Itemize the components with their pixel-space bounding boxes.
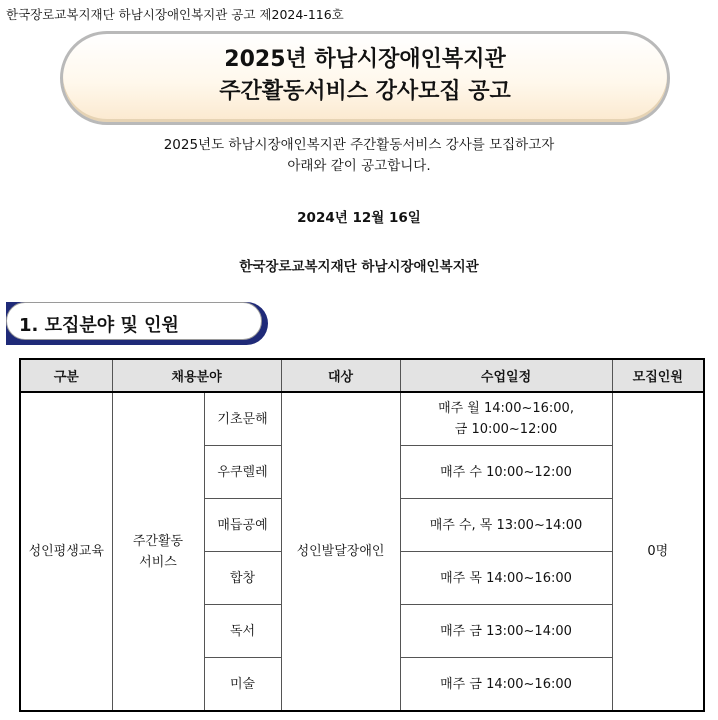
header-category: 구분 [20,359,112,392]
schedule-line-2: 금 10:00~12:00 [454,422,558,437]
title-line-1: 2025년 하남시장애인복지관 [224,47,506,72]
section-heading-box [6,302,262,340]
section-heading-label: 1. 모집분야 및 인원 [19,315,179,336]
header-target: 대상 [281,359,400,392]
section-heading [6,302,268,345]
recruitment-table [19,358,705,712]
subject-cell: 미술 [204,658,281,712]
schedule-line-1: 매주 월 14:00~16:00, [438,401,574,416]
table-row [20,392,704,446]
field-cell [112,392,204,711]
intro-line-2: 아래와 같이 공고합니다. [287,158,431,174]
count-cell: 0명 [612,392,704,711]
header-count: 모집인원 [612,359,704,392]
schedule-cell: 매주 수, 목 13:00~14:00 [400,499,612,552]
title-banner [60,31,670,125]
announcement-date: 2024년 12월 16일 [297,210,421,226]
schedule-cell: 매주 금 13:00~14:00 [400,605,612,658]
subject-cell: 기초문해 [204,392,281,446]
intro-text [0,135,718,177]
schedule-cell: 매주 금 14:00~16:00 [400,658,612,712]
header-field: 채용분야 [112,359,281,392]
target-cell: 성인발달장애인 [281,392,400,711]
header-schedule: 수업일정 [400,359,612,392]
schedule-cell: 매주 수 10:00~12:00 [400,446,612,499]
organization-name: 한국장로교복지재단 하남시장애인복지관 [239,259,479,275]
schedule-cell [400,392,612,446]
table-header-row [20,359,704,392]
title-line-2: 주간활동서비스 강사모집 공고 [219,79,511,104]
subject-cell: 합창 [204,552,281,605]
intro-line-1: 2025년도 하남시장애인복지관 주간활동서비스 강사를 모집하고자 [163,137,555,153]
subject-cell: 우쿠렐레 [204,446,281,499]
schedule-cell: 매주 목 14:00~16:00 [400,552,612,605]
field-line-2: 서비스 [139,554,177,570]
document-number: 한국장로교복지재단 하남시장애인복지관 공고 제2024-116호 [6,7,344,22]
subject-cell: 독서 [204,605,281,658]
subject-cell: 매듭공예 [204,499,281,552]
category-cell: 성인평생교육 [20,392,112,711]
field-line-1: 주간활동 [132,533,184,549]
